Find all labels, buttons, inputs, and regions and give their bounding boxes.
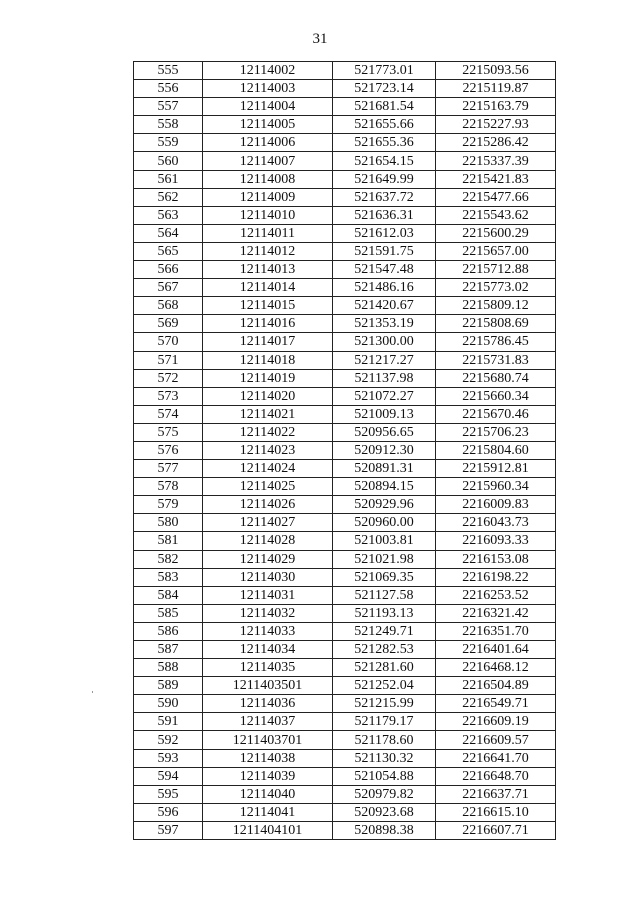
point-number-cell: 597: [134, 821, 203, 839]
point-id-cell: 12114016: [203, 315, 333, 333]
table-row: [134, 387, 556, 405]
point-id-cell: 12114038: [203, 749, 333, 767]
point-number-cell: 591: [134, 713, 203, 731]
y-coordinate-cell: 2216641.70: [436, 749, 556, 767]
x-coordinate-cell: 521655.66: [333, 116, 436, 134]
y-coordinate-cell: 2215712.88: [436, 261, 556, 279]
y-coordinate-cell: 2215960.34: [436, 478, 556, 496]
point-number-cell: 585: [134, 604, 203, 622]
x-coordinate-cell: 521137.98: [333, 369, 436, 387]
point-number-cell: 584: [134, 586, 203, 604]
x-coordinate-cell: 521591.75: [333, 242, 436, 260]
x-coordinate-cell: 521003.81: [333, 532, 436, 550]
point-id-cell: 12114014: [203, 279, 333, 297]
point-number-cell: 567: [134, 279, 203, 297]
table-row: [134, 206, 556, 224]
point-id-cell: 12114034: [203, 641, 333, 659]
y-coordinate-cell: 2215786.45: [436, 333, 556, 351]
point-id-cell: 12114041: [203, 803, 333, 821]
table-row: [134, 405, 556, 423]
table-row: [134, 695, 556, 713]
y-coordinate-cell: 2216198.22: [436, 568, 556, 586]
y-coordinate-cell: 2215337.39: [436, 152, 556, 170]
y-coordinate-cell: 2216549.71: [436, 695, 556, 713]
x-coordinate-cell: 521215.99: [333, 695, 436, 713]
point-number-cell: 586: [134, 622, 203, 640]
y-coordinate-cell: 2215421.83: [436, 170, 556, 188]
x-coordinate-cell: 521649.99: [333, 170, 436, 188]
table-row: [134, 152, 556, 170]
x-coordinate-cell: 521636.31: [333, 206, 436, 224]
x-coordinate-cell: 521637.72: [333, 188, 436, 206]
x-coordinate-cell: 520956.65: [333, 423, 436, 441]
table-row: [134, 478, 556, 496]
y-coordinate-cell: 2215163.79: [436, 98, 556, 116]
point-id-cell: 12114022: [203, 423, 333, 441]
point-id-cell: 12114004: [203, 98, 333, 116]
x-coordinate-cell: 521281.60: [333, 659, 436, 677]
table-row: [134, 821, 556, 839]
table-row: [134, 550, 556, 568]
y-coordinate-cell: 2215657.00: [436, 242, 556, 260]
table-row: [134, 803, 556, 821]
y-coordinate-cell: 2216401.64: [436, 641, 556, 659]
point-id-cell: 12114020: [203, 387, 333, 405]
point-number-cell: 556: [134, 80, 203, 98]
x-coordinate-cell: 521612.03: [333, 224, 436, 242]
y-coordinate-cell: 2216009.83: [436, 496, 556, 514]
point-number-cell: 583: [134, 568, 203, 586]
page-number: 31: [312, 31, 328, 47]
table-row: [134, 659, 556, 677]
y-coordinate-cell: 2216351.70: [436, 622, 556, 640]
x-coordinate-cell: 521655.36: [333, 134, 436, 152]
y-coordinate-cell: 2215660.34: [436, 387, 556, 405]
point-number-cell: 596: [134, 803, 203, 821]
scan-artifact: [92, 691, 93, 693]
x-coordinate-cell: 521282.53: [333, 641, 436, 659]
x-coordinate-cell: 521069.35: [333, 568, 436, 586]
y-coordinate-cell: 2216504.89: [436, 677, 556, 695]
table-row: [134, 297, 556, 315]
x-coordinate-cell: 521054.88: [333, 767, 436, 785]
x-coordinate-cell: 521420.67: [333, 297, 436, 315]
x-coordinate-cell: 521217.27: [333, 351, 436, 369]
x-coordinate-cell: 521072.27: [333, 387, 436, 405]
y-coordinate-cell: 2215804.60: [436, 441, 556, 459]
coordinates-table-body: [134, 62, 556, 840]
y-coordinate-cell: 2215706.23: [436, 423, 556, 441]
x-coordinate-cell: 521179.17: [333, 713, 436, 731]
x-coordinate-cell: 521021.98: [333, 550, 436, 568]
point-id-cell: 12114009: [203, 188, 333, 206]
point-id-cell: 12114025: [203, 478, 333, 496]
point-number-cell: 594: [134, 767, 203, 785]
x-coordinate-cell: 520929.96: [333, 496, 436, 514]
point-number-cell: 561: [134, 170, 203, 188]
point-number-cell: 587: [134, 641, 203, 659]
y-coordinate-cell: 2215773.02: [436, 279, 556, 297]
x-coordinate-cell: 520923.68: [333, 803, 436, 821]
x-coordinate-cell: 521654.15: [333, 152, 436, 170]
point-id-cell: 12114006: [203, 134, 333, 152]
point-number-cell: 581: [134, 532, 203, 550]
point-id-cell: 12114029: [203, 550, 333, 568]
table-row: [134, 767, 556, 785]
x-coordinate-cell: 521723.14: [333, 80, 436, 98]
x-coordinate-cell: 521249.71: [333, 622, 436, 640]
point-id-cell: 12114027: [203, 514, 333, 532]
x-coordinate-cell: 520891.31: [333, 460, 436, 478]
table-row: [134, 460, 556, 478]
y-coordinate-cell: 2215680.74: [436, 369, 556, 387]
x-coordinate-cell: 521773.01: [333, 62, 436, 80]
point-number-cell: 573: [134, 387, 203, 405]
point-number-cell: 593: [134, 749, 203, 767]
y-coordinate-cell: 2216615.10: [436, 803, 556, 821]
point-id-cell: 12114028: [203, 532, 333, 550]
table-row: [134, 677, 556, 695]
y-coordinate-cell: 2215600.29: [436, 224, 556, 242]
x-coordinate-cell: 520979.82: [333, 785, 436, 803]
table-row: [134, 279, 556, 297]
point-id-cell: 12114015: [203, 297, 333, 315]
y-coordinate-cell: 2216153.08: [436, 550, 556, 568]
point-number-cell: 558: [134, 116, 203, 134]
point-id-cell: 12114010: [203, 206, 333, 224]
y-coordinate-cell: 2215227.93: [436, 116, 556, 134]
table-row: [134, 224, 556, 242]
y-coordinate-cell: 2216607.71: [436, 821, 556, 839]
point-id-cell: 12114008: [203, 170, 333, 188]
x-coordinate-cell: 521178.60: [333, 731, 436, 749]
point-number-cell: 578: [134, 478, 203, 496]
x-coordinate-cell: 521252.04: [333, 677, 436, 695]
y-coordinate-cell: 2216321.42: [436, 604, 556, 622]
x-coordinate-cell: 521009.13: [333, 405, 436, 423]
point-number-cell: 572: [134, 369, 203, 387]
point-id-cell: 12114026: [203, 496, 333, 514]
x-coordinate-cell: 521547.48: [333, 261, 436, 279]
y-coordinate-cell: 2216648.70: [436, 767, 556, 785]
point-number-cell: 575: [134, 423, 203, 441]
table-row: [134, 568, 556, 586]
point-id-cell: 1211403701: [203, 731, 333, 749]
point-id-cell: 12114002: [203, 62, 333, 80]
point-id-cell: 12114013: [203, 261, 333, 279]
table-row: [134, 731, 556, 749]
point-number-cell: 557: [134, 98, 203, 116]
point-id-cell: 12114019: [203, 369, 333, 387]
x-coordinate-cell: 521300.00: [333, 333, 436, 351]
x-coordinate-cell: 521353.19: [333, 315, 436, 333]
y-coordinate-cell: 2215808.69: [436, 315, 556, 333]
point-number-cell: 589: [134, 677, 203, 695]
point-number-cell: 555: [134, 62, 203, 80]
y-coordinate-cell: 2215670.46: [436, 405, 556, 423]
point-id-cell: 12114005: [203, 116, 333, 134]
point-number-cell: 563: [134, 206, 203, 224]
point-id-cell: 12114030: [203, 568, 333, 586]
y-coordinate-cell: 2215731.83: [436, 351, 556, 369]
y-coordinate-cell: 2215477.66: [436, 188, 556, 206]
x-coordinate-cell: 520960.00: [333, 514, 436, 532]
point-id-cell: 12114033: [203, 622, 333, 640]
y-coordinate-cell: 2215093.56: [436, 62, 556, 80]
table-row: [134, 641, 556, 659]
point-number-cell: 588: [134, 659, 203, 677]
y-coordinate-cell: 2215286.42: [436, 134, 556, 152]
point-number-cell: 595: [134, 785, 203, 803]
y-coordinate-cell: 2216468.12: [436, 659, 556, 677]
point-number-cell: 592: [134, 731, 203, 749]
point-number-cell: 565: [134, 242, 203, 260]
point-id-cell: 12114039: [203, 767, 333, 785]
point-number-cell: 574: [134, 405, 203, 423]
point-number-cell: 579: [134, 496, 203, 514]
point-id-cell: 12114007: [203, 152, 333, 170]
x-coordinate-cell: 520894.15: [333, 478, 436, 496]
y-coordinate-cell: 2215119.87: [436, 80, 556, 98]
point-number-cell: 590: [134, 695, 203, 713]
table-row: [134, 586, 556, 604]
point-number-cell: 580: [134, 514, 203, 532]
table-row: [134, 116, 556, 134]
x-coordinate-cell: 521127.58: [333, 586, 436, 604]
table-row: [134, 749, 556, 767]
y-coordinate-cell: 2216609.19: [436, 713, 556, 731]
x-coordinate-cell: 521193.13: [333, 604, 436, 622]
x-coordinate-cell: 520912.30: [333, 441, 436, 459]
point-id-cell: 12114018: [203, 351, 333, 369]
point-number-cell: 564: [134, 224, 203, 242]
y-coordinate-cell: 2216637.71: [436, 785, 556, 803]
table-row: [134, 242, 556, 260]
point-number-cell: 569: [134, 315, 203, 333]
table-row: [134, 441, 556, 459]
y-coordinate-cell: 2215543.62: [436, 206, 556, 224]
y-coordinate-cell: 2216253.52: [436, 586, 556, 604]
table-row: [134, 496, 556, 514]
table-row: [134, 423, 556, 441]
table-row: [134, 315, 556, 333]
point-id-cell: 12114012: [203, 242, 333, 260]
y-coordinate-cell: 2215809.12: [436, 297, 556, 315]
table-row: [134, 134, 556, 152]
x-coordinate-cell: 521486.16: [333, 279, 436, 297]
point-id-cell: 12114036: [203, 695, 333, 713]
point-id-cell: 12114017: [203, 333, 333, 351]
point-id-cell: 1211403501: [203, 677, 333, 695]
y-coordinate-cell: 2216093.33: [436, 532, 556, 550]
table-row: [134, 532, 556, 550]
y-coordinate-cell: 2216043.73: [436, 514, 556, 532]
table-row: [134, 369, 556, 387]
x-coordinate-cell: 521130.32: [333, 749, 436, 767]
table-row: [134, 785, 556, 803]
table-row: [134, 514, 556, 532]
x-coordinate-cell: 520898.38: [333, 821, 436, 839]
point-number-cell: 559: [134, 134, 203, 152]
point-id-cell: 1211404101: [203, 821, 333, 839]
point-id-cell: 12114032: [203, 604, 333, 622]
point-id-cell: 12114037: [203, 713, 333, 731]
point-id-cell: 12114031: [203, 586, 333, 604]
table-row: [134, 333, 556, 351]
coordinates-table: [133, 61, 556, 840]
table-row: [134, 622, 556, 640]
table-row: [134, 351, 556, 369]
table-row: [134, 62, 556, 80]
table-row: [134, 188, 556, 206]
point-id-cell: 12114040: [203, 785, 333, 803]
point-id-cell: 12114024: [203, 460, 333, 478]
point-number-cell: 571: [134, 351, 203, 369]
table-row: [134, 98, 556, 116]
point-id-cell: 12114011: [203, 224, 333, 242]
point-number-cell: 570: [134, 333, 203, 351]
table-row: [134, 604, 556, 622]
table-row: [134, 713, 556, 731]
table-row: [134, 261, 556, 279]
point-number-cell: 568: [134, 297, 203, 315]
point-number-cell: 582: [134, 550, 203, 568]
point-number-cell: 560: [134, 152, 203, 170]
table-row: [134, 80, 556, 98]
point-number-cell: 566: [134, 261, 203, 279]
point-id-cell: 12114035: [203, 659, 333, 677]
point-id-cell: 12114003: [203, 80, 333, 98]
point-id-cell: 12114021: [203, 405, 333, 423]
point-number-cell: 577: [134, 460, 203, 478]
y-coordinate-cell: 2216609.57: [436, 731, 556, 749]
point-number-cell: 576: [134, 441, 203, 459]
point-number-cell: 562: [134, 188, 203, 206]
point-id-cell: 12114023: [203, 441, 333, 459]
x-coordinate-cell: 521681.54: [333, 98, 436, 116]
table-row: [134, 170, 556, 188]
y-coordinate-cell: 2215912.81: [436, 460, 556, 478]
